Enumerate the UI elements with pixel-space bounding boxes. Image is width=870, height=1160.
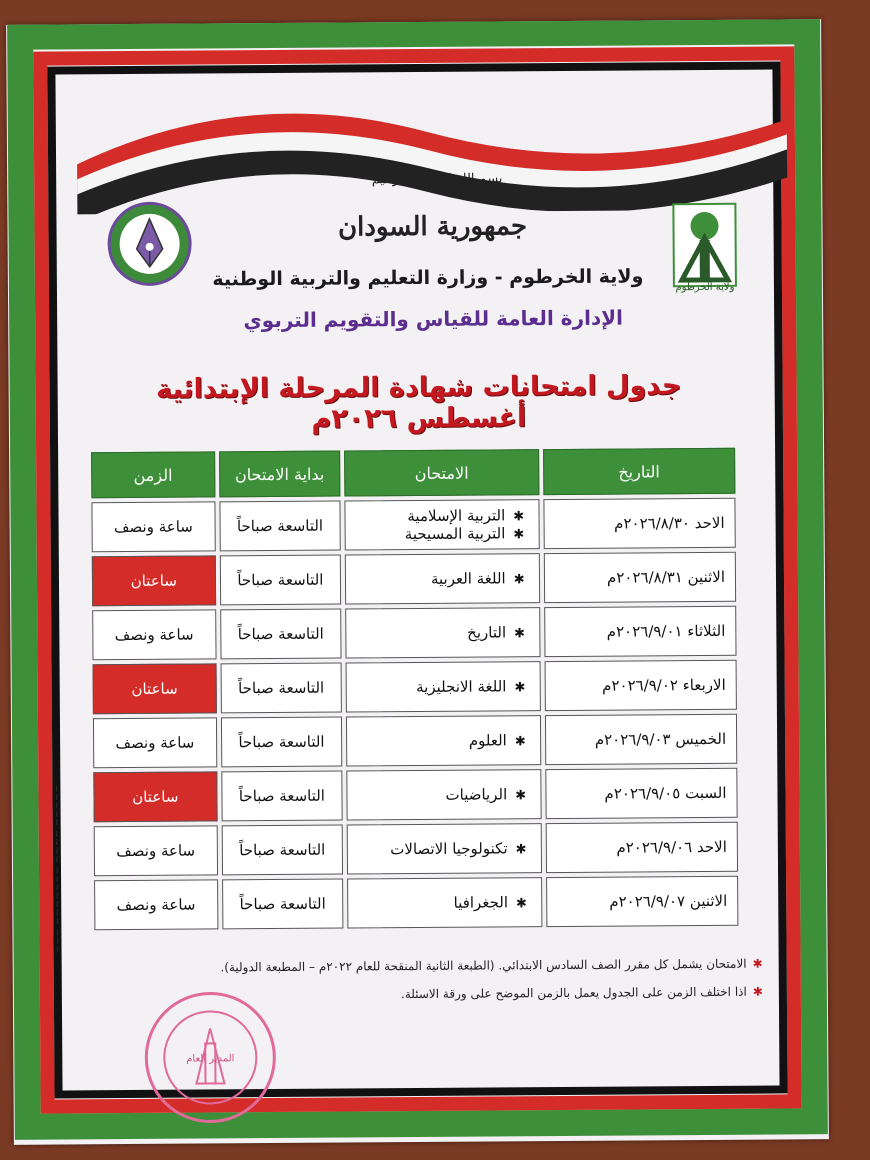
- row-start: التاسعة صباحاً: [219, 555, 341, 606]
- row-date: الاثنين ٢٠٢٦/٨/٣١م: [543, 552, 736, 603]
- row-date: الاربعاء ٢٠٢٦/٩/٠٢م: [544, 660, 737, 711]
- bismillah-text: بسم الله الرحمن الرحيم: [371, 171, 503, 188]
- row-start: التاسعة صباحاً: [222, 879, 344, 930]
- row-exam: [347, 823, 542, 874]
- header-date: التاريخ: [543, 448, 736, 495]
- bullet-icon: ✱: [515, 842, 527, 858]
- republic-title: جمهورية السودان: [337, 211, 528, 243]
- footnote-item: [123, 950, 763, 982]
- bullet-icon: ✱: [514, 626, 526, 642]
- red-bullet-icon: ✱: [752, 984, 763, 999]
- row-date: الاحد ٢٠٢٦/٩/٠٦م: [545, 822, 738, 873]
- row-start: التاسعة صباحاً: [219, 501, 341, 552]
- bullet-icon: ✱: [514, 734, 526, 750]
- row-duration: ساعة ونصف: [91, 501, 215, 552]
- footnote-text: اذا اختلف الزمن على الجدول يعمل بالزمن الموضح على ورقة الاسئلة.: [400, 984, 747, 1002]
- row-duration: ساعة ونصف: [92, 609, 216, 660]
- row-exam: [345, 499, 540, 550]
- ribbon-banner: [6, 59, 822, 215]
- bullet-icon: ✱: [514, 680, 526, 696]
- row-duration: ساعة ونصف: [94, 879, 218, 930]
- row-duration: ساعتان: [93, 663, 217, 714]
- footnote-text: الامتحان يشمل كل مقرر الصف السادس الابتدائي. (الطبعة الثانية المنقحة للعام ٢٠٢٢م – المطبعة الدولية).: [220, 956, 747, 975]
- stamp-center-text: المدير العام: [186, 1053, 235, 1065]
- header-start: بداية الامتحان: [219, 451, 341, 498]
- exam-schedule-poster: [6, 19, 829, 1145]
- table-header-row: [91, 448, 735, 498]
- table-row: [94, 822, 738, 876]
- table-row: [93, 714, 737, 768]
- exam-name: التربية الإسلامية: [407, 506, 506, 526]
- row-exam: [347, 769, 542, 820]
- ministry-line: ولاية الخرطوم - وزارة التعليم والتربية الوطنية: [212, 265, 644, 291]
- khartoum-logo-caption: ولاية الخرطوم: [675, 281, 735, 294]
- table-row: [94, 876, 738, 930]
- row-date: الخميس ٢٠٢٦/٩/٠٣م: [545, 714, 738, 765]
- row-start: التاسعة صباحاً: [221, 825, 343, 876]
- row-exam: [346, 661, 541, 712]
- exam-name: اللغة العربية: [430, 569, 506, 588]
- row-duration: ساعتان: [93, 771, 217, 822]
- row-duration: ساعة ونصف: [94, 825, 218, 876]
- table-row: [91, 498, 735, 552]
- exam-name: الرياضيات: [445, 785, 508, 804]
- schedule-title: جدول امتحانات شهادة المرحلة الإبتدائية أغسطس ٢٠٢٦م: [155, 370, 682, 435]
- row-duration: ساعة ونصف: [93, 717, 217, 768]
- table-row: [93, 768, 737, 822]
- row-start: التاسعة صباحاً: [220, 609, 342, 660]
- header-duration: الزمن: [91, 451, 215, 498]
- bullet-icon: ✱: [513, 509, 525, 525]
- row-exam: [346, 715, 541, 766]
- bullet-icon: ✱: [513, 572, 525, 588]
- margin-handwriting: ~~~~~ ~~~~ ~~~~~~~ ~~~: [50, 784, 63, 954]
- exam-name: التاريخ: [467, 623, 507, 642]
- row-exam: [345, 607, 540, 658]
- row-start: التاسعة صباحاً: [221, 717, 343, 768]
- header-exam: الامتحان: [344, 449, 539, 496]
- row-start: التاسعة صباحاً: [220, 663, 342, 714]
- row-exam: [347, 877, 542, 928]
- row-exam: [345, 553, 540, 604]
- row-date: الثلاثاء ٢٠٢٦/٩/٠١م: [544, 606, 737, 657]
- bullet-icon: ✱: [515, 896, 527, 912]
- bullet-icon: ✱: [513, 527, 525, 543]
- exam-schedule-table: [87, 444, 742, 935]
- department-line: الإدارة العامة للقياس والتقويم التربوي: [243, 305, 623, 333]
- exam-name: الجغرافيا: [453, 893, 509, 912]
- table-row: [93, 660, 737, 714]
- exam-name: تكنولوجيا الاتصالات: [390, 839, 508, 859]
- row-duration: ساعتان: [92, 555, 216, 606]
- exam-name: اللغة الانجليزية: [416, 677, 507, 697]
- exam-name: التربية المسيحية: [404, 524, 506, 544]
- row-date: السبت ٢٠٢٦/٩/٠٥م: [545, 768, 738, 819]
- table-row: [92, 552, 736, 606]
- table-row: [92, 606, 736, 660]
- bullet-icon: ✱: [515, 788, 527, 804]
- red-bullet-icon: ✱: [752, 956, 763, 971]
- exam-name: العلوم: [468, 731, 507, 750]
- row-start: التاسعة صباحاً: [221, 771, 343, 822]
- row-date: الاثنين ٢٠٢٦/٩/٠٧م: [546, 876, 739, 927]
- row-date: الاحد ٢٠٢٦/٨/٣٠م: [543, 498, 736, 549]
